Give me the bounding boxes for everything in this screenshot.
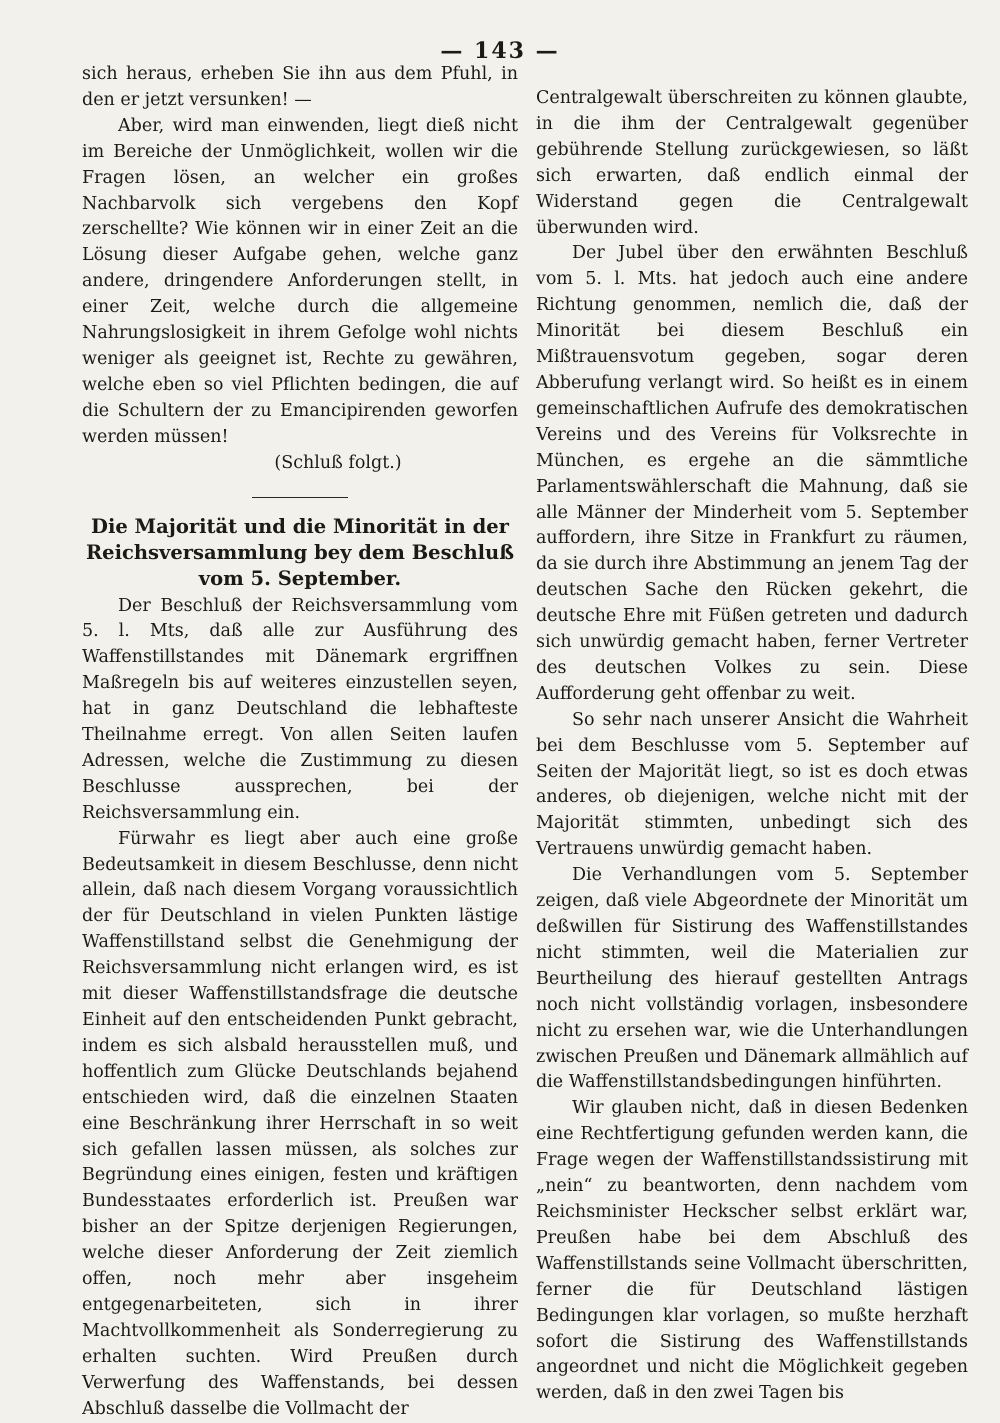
article-heading: Die Majorität und die Minorität in der Reichsversammlung bey dem Beschluß vom 5. September. (85, 514, 515, 590)
right-column (536, 86, 968, 1407)
section-divider (252, 497, 348, 498)
paragraph: Die Verhandlungen vom 5. September zeigen, daß viele Abgeordnete der Minorität um deßwillen für Sistirung des Waffenstillstandes nicht stimmten, weil die Materialien zur Beurtheilung des hierauf gestellten Antrags noch nicht vollständig vorlagen, insbesondere nicht zu ersehen war, wie die Unterhandlungen zwischen Preußen und Dänemark allmählich auf die Waffenstillstandsbedingungen hinführten. (536, 865, 968, 1093)
paragraph: Centralgewalt überschreiten zu können glaubte, in die ihm der Centralgewalt gegenüber gebührende Stellung zurückgewiesen, so läßt sich erwarten, daß endlich einmal der Widerstand gegen die Centralgewalt überwunden wird. (536, 88, 968, 238)
continued-note: (Schluß folgt.) (274, 452, 402, 473)
paragraph: Fürwahr es liegt aber auch eine große Bedeutsamkeit in diesem Beschlusse, denn nicht allein, daß nach diesem Vorgang voraussichtlich der für Deutschland in vielen Punkten lästige Waffenstillstand selbst die Genehmigung der Reichsversammlung nicht erlangen wird, es ist mit dieser Waffenstillstandsfrage die deutsche Einheit auf den entscheidenden Punkt gebracht, indem es sich alsbald herausstellen muß, und hoffentlich zum Glücke Deutschlands bejahend entschieden wird, daß die einzelnen Staaten eine Beschränkung ihrer Herrschaft in so weit sich gefallen lassen müssen, als solches zur Begründung eines einigen, festen und kräftigen Bundesstaates erforderlich ist. Preußen war bisher an der Spitze derjenigen Regierungen, welche dieser Anforderung der Zeit ziemlich offen, noch mehr aber insgeheim entgegenarbeiteten, sich in ihrer Machtvollkommenheit als Sonderregierung zu erhalten suchten. Wird Preußen durch Verwerfung des Waffenstands, bei dessen Abschluß dasselbe die Vollmacht der (82, 828, 518, 1419)
paragraph: sich heraus, erheben Sie ihn aus dem Pfuhl, in den er jetzt versunken! — (82, 64, 518, 110)
paragraph: Wir glauben nicht, daß in diesen Bedenken eine Rechtfertigung gefunden werden kann, die Frage wegen der Waffenstillstandssistirung mit „nein“ zu beantworten, denn nachdem vom Reichsminister Heckscher selbst erklärt war, Preußen habe bei dem Abschluß des Waffenstillstands seine Vollmacht überschritten, ferner die für Deutschland lästigen Bedingungen klar vorlagen, so mußte herzhaft sofort die Sistirung des Waffenstillstands angeordnet und nicht die Möglichkeit gegeben werden, daß in den zwei Tagen bis (536, 1098, 968, 1404)
paragraph: Aber, wird man einwenden, liegt dieß nicht im Bereiche der Unmöglichkeit, wollen wir die Fragen lösen, an welcher ein großes Nachbarvolk sich vergebens den Kopf zerschellte? Wie können wir in einer Zeit an die Lösung dieser Aufgabe gehen, welche ganz andere, dringendere Anforderungen stellt, in einer Zeit, welche durch die allgemeine Nahrungslosigkeit in ihrem Gefolge wohl nichts weniger als geeignet ist, Rechte zu gewähren, welche eben so viel Pflichten bedingen, die auf die Schultern der zu Emancipirenden geworfen werden müssen! (82, 115, 518, 447)
page-number: — 143 — (440, 38, 560, 64)
paragraph: Der Beschluß der Reichsversammlung vom 5. l. Mts, daß alle zur Ausführung des Waffenstillstandes mit Dänemark ergriffnen Maßregeln bis auf weiteres einzustellen seyen, hat in ganz Deutschland die lebhafteste Theilnahme erregt. Von allen Seiten laufen Adressen, welche die Zustimmung zu diesen Beschlusse aussprechen, bei der Reichsversammlung ein. (82, 595, 518, 823)
paragraph: So sehr nach unserer Ansicht die Wahrheit bei dem Beschlusse vom 5. September auf Seiten der Majorität liegt, so ist es doch etwas anderes, ob diejenigen, welche nicht mit der Majorität stimmten, unbedingt sich des Vertrauens unwürdig gemacht haben. (536, 709, 968, 860)
paragraph: Der Jubel über den erwähnten Beschluß vom 5. l. Mts. hat jedoch auch eine andere Richtung genommen, nemlich die, daß der Minorität bei diesem Beschluß ein Mißtrauensvotum gegeben, sogar deren Abberufung verlangt wird. So heißt es in einem gemeinschaftlichen Aufrufe des demokratischen Vereins und des Vereins für Volksrechte in München, es ergehe an die sämmtliche Parlamentswählerschaft die Mahnung, daß sie alle Männer der Minderheit vom 5. September auffordern, ihre Sitze in Frankfurt zu räumen, da sie durch ihre Abstimmung an jenem Tag der deutschen Sache den Rücken gekehrt, die deutsche Ehre mit Füßen getreten und dadurch sich unwürdig gemacht haben, ferner Vertreter des deutschen Volkes zu sein. Diese Aufforderung geht offenbar zu weit. (536, 243, 968, 704)
left-column (82, 62, 518, 1423)
